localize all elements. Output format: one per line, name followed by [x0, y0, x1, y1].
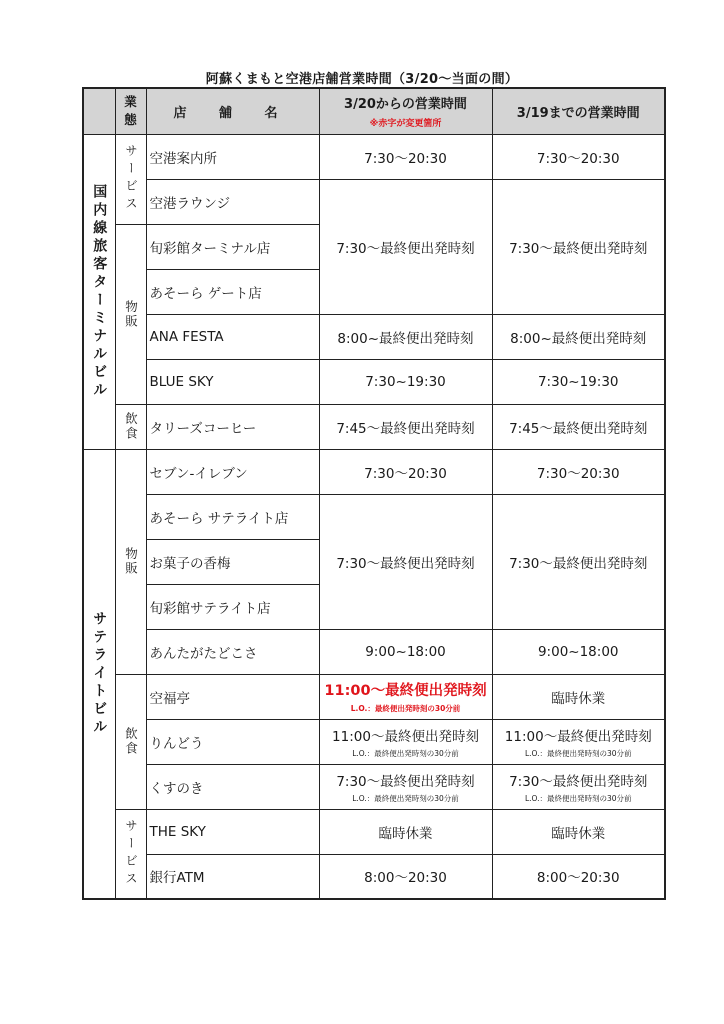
table-row	[83, 629, 665, 674]
header-store	[146, 88, 319, 134]
store-name: 銀行ATM	[146, 854, 319, 899]
old-hours-value: 11:00～最終便出発時刻	[504, 728, 652, 745]
table-row	[83, 719, 665, 764]
building-domestic	[83, 134, 115, 449]
store-name: 空港ラウンジ	[146, 179, 319, 224]
old-hours-cell: 7:30～最終便出発時刻	[492, 179, 665, 314]
store-name: THE SKY	[146, 809, 319, 854]
store-hours-table	[82, 87, 666, 900]
category-dining	[115, 674, 146, 809]
header-store-label: 店 舗 名	[173, 105, 292, 121]
store-name: あんたがたどこさ	[146, 629, 319, 674]
header-old-hours-label: 3/19までの営業時間	[516, 105, 640, 121]
old-hours-value: 7:30～最終便出発時刻	[509, 773, 648, 790]
old-hours-cell: 臨時休業	[492, 809, 665, 854]
store-name: りんどう	[146, 719, 319, 764]
old-hours-cell: 7:30~19:30	[492, 359, 665, 404]
old-hours-cell: 7:30～最終便出発時刻	[492, 494, 665, 629]
table-row	[83, 179, 665, 224]
new-hours-cell: 7:30～20:30	[319, 134, 492, 179]
old-hours-cell: 8:00~最終便出発時刻	[492, 314, 665, 359]
store-name: あそーら サテライト店	[146, 494, 319, 539]
new-hours-value: 11:00～最終便出発時刻	[324, 683, 487, 699]
table-row	[83, 359, 665, 404]
old-hours-cell: 8:00～20:30	[492, 854, 665, 899]
building-satellite-label: サテライトビル	[91, 610, 108, 737]
store-name: BLUE SKY	[146, 359, 319, 404]
store-name: 旬彩館ターミナル店	[146, 224, 319, 269]
old-hours-cell: 7:30～20:30	[492, 449, 665, 494]
category-retail	[115, 449, 146, 674]
header-new-hours-label: 3/20からの営業時間	[344, 97, 467, 113]
table-row	[83, 494, 665, 539]
table-row	[83, 764, 665, 809]
building-domestic-label: 国内線旅客ターミナルビル	[91, 183, 108, 400]
header-old-hours	[492, 88, 665, 134]
new-hours-cell: 8:00～20:30	[319, 854, 492, 899]
header-category-line2: 態	[124, 112, 137, 128]
category-dining-label: 飲食	[123, 412, 139, 441]
old-hours-cell: 9:00~18:00	[492, 629, 665, 674]
last-order-note: L.O.：最終便出発時刻の30分前	[524, 793, 632, 803]
store-name: 旬彩館サテライト店	[146, 584, 319, 629]
header-change-note: ※赤字が変更箇所	[369, 119, 442, 130]
store-name: お菓子の香梅	[146, 539, 319, 584]
category-dining-label: 飲食	[123, 727, 139, 756]
new-hours-cell	[319, 719, 492, 764]
table-row	[83, 809, 665, 854]
building-satellite	[83, 449, 115, 899]
header-category	[115, 88, 146, 134]
new-hours-cell: 7:30~19:30	[319, 359, 492, 404]
last-order-note: L.O.：最終便出発時刻の30分前	[350, 704, 461, 713]
header-category-line1: 業	[124, 94, 137, 110]
store-name: タリーズコーヒー	[146, 404, 319, 449]
new-hours-cell: 臨時休業	[319, 809, 492, 854]
new-hours-cell: 7:30～最終便出発時刻	[319, 494, 492, 629]
new-hours-cell: 8:00~最終便出発時刻	[319, 314, 492, 359]
store-name: ANA FESTA	[146, 314, 319, 359]
table-header-row	[83, 88, 665, 134]
table-row	[83, 674, 665, 719]
page-title: 阿蘇くまもと空港店舗営業時間（3/20～当面の間）	[205, 72, 519, 87]
category-dining	[115, 404, 146, 449]
category-retail	[115, 224, 146, 404]
table-row	[83, 134, 665, 179]
category-service-label: サービス	[123, 818, 139, 889]
header-blank-cell	[83, 88, 115, 134]
new-hours-cell: 9:00~18:00	[319, 629, 492, 674]
table-row	[83, 854, 665, 899]
new-hours-cell	[319, 674, 492, 719]
category-retail-label: 物販	[123, 547, 139, 576]
last-order-note: L.O.：最終便出発時刻の30分前	[352, 748, 459, 758]
new-hours-cell	[319, 764, 492, 809]
store-name: くすのき	[146, 764, 319, 809]
store-name: 空港案内所	[146, 134, 319, 179]
category-retail-label: 物販	[123, 299, 139, 329]
category-service-label: サービス	[123, 144, 139, 214]
table-row	[83, 404, 665, 449]
category-service	[115, 809, 146, 899]
header-new-hours	[319, 88, 492, 134]
old-hours-cell: 7:45～最終便出発時刻	[492, 404, 665, 449]
new-hours-cell: 7:30～最終便出発時刻	[319, 179, 492, 314]
last-order-note: L.O.：最終便出発時刻の30分前	[352, 793, 459, 803]
old-hours-cell	[492, 719, 665, 764]
new-hours-cell: 7:45～最終便出発時刻	[319, 404, 492, 449]
store-name: セブン-イレブン	[146, 449, 319, 494]
old-hours-cell: 臨時休業	[492, 674, 665, 719]
store-name: あそーら ゲート店	[146, 269, 319, 314]
last-order-note: L.O.：最終便出発時刻の30分前	[524, 748, 632, 758]
new-hours-value: 11:00～最終便出発時刻	[332, 728, 479, 745]
new-hours-value: 7:30～最終便出発時刻	[336, 773, 475, 790]
old-hours-cell	[492, 764, 665, 809]
table-row	[83, 449, 665, 494]
store-name: 空福亭	[146, 674, 319, 719]
old-hours-cell: 7:30～20:30	[492, 134, 665, 179]
table-row	[83, 314, 665, 359]
new-hours-cell: 7:30～20:30	[319, 449, 492, 494]
category-service	[115, 134, 146, 224]
